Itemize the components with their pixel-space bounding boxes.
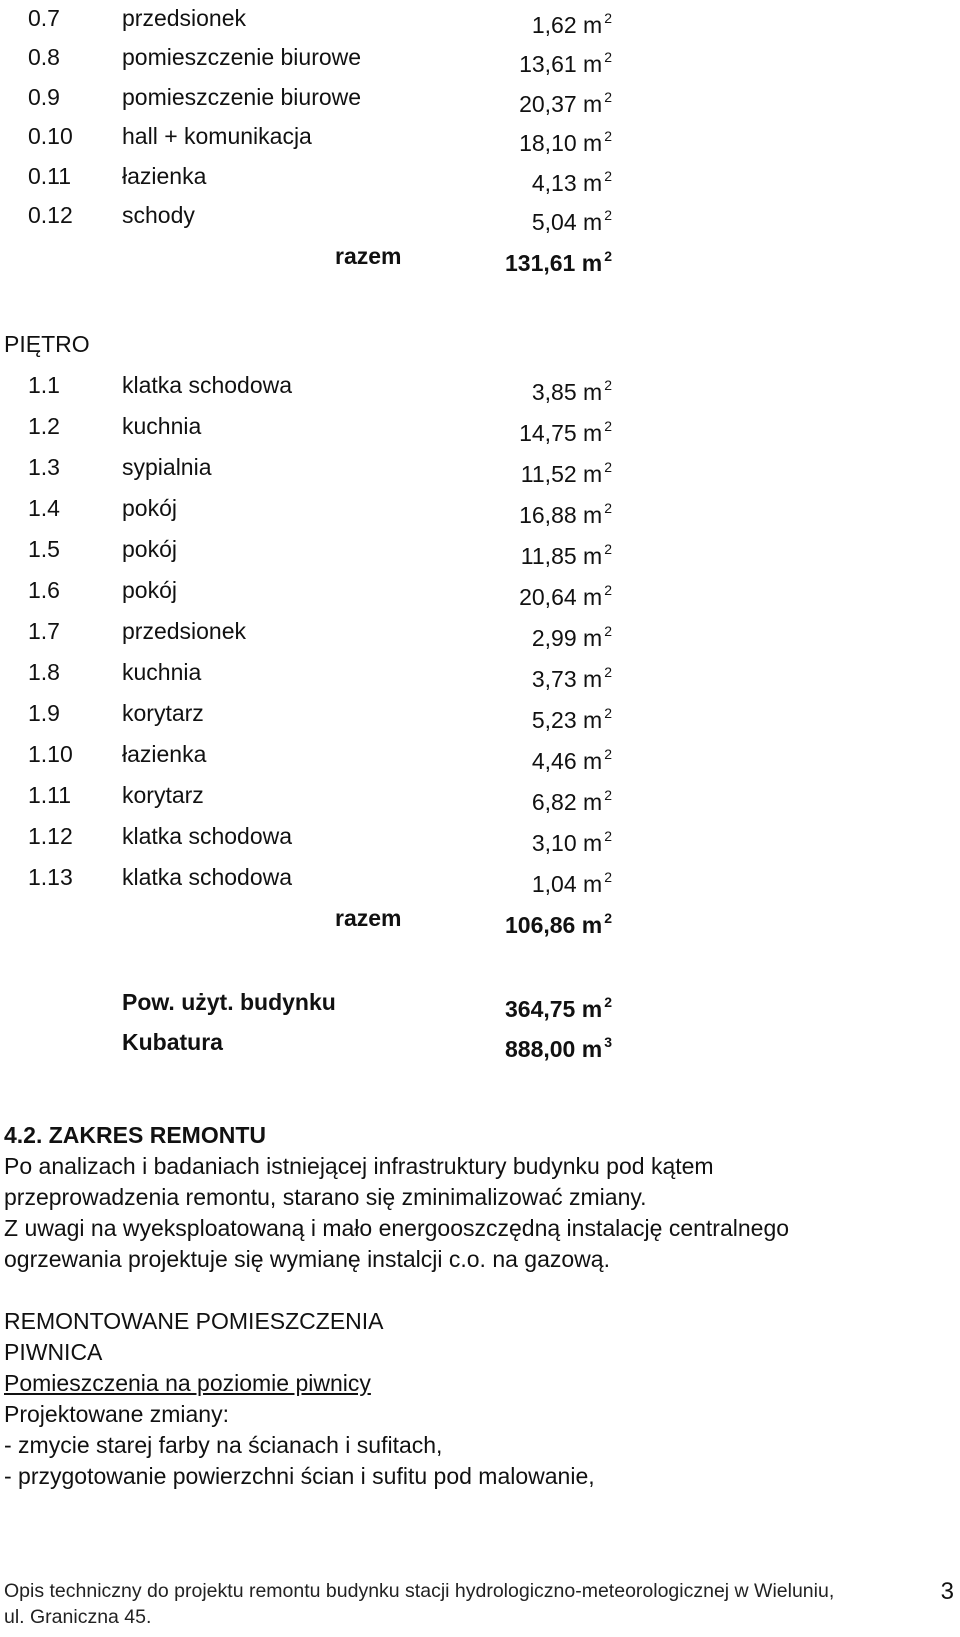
room-name: pokój [122, 536, 177, 562]
table-row [0, 816, 960, 856]
room-area: 11,85 m $^2$ [520, 541, 612, 569]
usable-area-label: Pow. użyt. budynku [122, 989, 336, 1015]
room-area: 11,52 m $^2$ [520, 459, 612, 487]
room-area: 20,64 m $^2$ [519, 582, 612, 610]
table-row [0, 77, 960, 117]
table-row [0, 365, 960, 405]
table-row [0, 447, 960, 487]
room-name: przedsionek [122, 5, 247, 31]
room-number: 1.2 [28, 413, 60, 439]
room-number: 1.4 [28, 495, 60, 521]
room-name: korytarz [122, 700, 204, 726]
change-item: - zmycie starej farby na ścianach i sufitach, [4, 1432, 443, 1458]
room-number: 1.8 [28, 659, 60, 685]
table-row [0, 693, 960, 733]
room-area: 18,10 m $^2$ [519, 128, 612, 156]
room-number: 0.11 [28, 163, 72, 189]
room-number: 1.3 [28, 454, 60, 480]
room-number: 1.9 [28, 700, 60, 726]
room-name: schody [122, 202, 195, 228]
room-number: 0.12 [28, 202, 73, 228]
room-area: 6,82 m $^2$ [531, 787, 612, 815]
room-number: 1.7 [28, 618, 60, 644]
table-row [0, 37, 960, 77]
usable-area-row [0, 982, 960, 1022]
table-row [0, 775, 960, 815]
total-value: 106,86 m $^2$ [505, 910, 612, 938]
room-name: pokój [122, 495, 177, 521]
room-name: sypialnia [122, 454, 212, 480]
paragraph-line: Z uwagi na wyeksploatowaną i mało energooszczędną instalację centralnego [4, 1215, 790, 1241]
room-number: 0.10 [28, 123, 73, 149]
room-name: kuchnia [122, 413, 202, 439]
room-number: 1.5 [28, 536, 60, 562]
usable-area-value: 364,75 m $^2$ [505, 994, 612, 1022]
table-row [0, 529, 960, 569]
upper-floor-total [0, 898, 960, 938]
total-value: 131,61 m $^2$ [505, 248, 612, 276]
paragraph-line: Po analizach i badaniach istniejącej infrastruktury budynku pod kątem [4, 1153, 714, 1179]
table-row [0, 488, 960, 528]
room-number: 1.11 [28, 782, 72, 808]
basement-rooms-title: Pomieszczenia na poziomie piwnicy [4, 1370, 371, 1396]
planned-changes-label: Projektowane zmiany: [4, 1401, 229, 1427]
table-row [0, 857, 960, 897]
room-name: klatka schodowa [122, 864, 293, 890]
total-label: razem [335, 905, 402, 931]
room-name: klatka schodowa [122, 372, 293, 398]
paragraph-line: przeprowadzenia remontu, starano się zminimalizować zmiany. [4, 1184, 647, 1210]
room-area: 3,10 m $^2$ [531, 828, 612, 856]
room-area: 3,73 m $^2$ [531, 664, 612, 692]
room-name: przedsionek [122, 618, 247, 644]
room-number: 1.1 [28, 372, 60, 398]
room-area: 5,04 m $^2$ [531, 207, 612, 235]
volume-value: 888,00 m $^3$ [505, 1034, 612, 1062]
room-area: 1,62 m $^2$ [531, 10, 612, 38]
table-row [0, 0, 960, 38]
table-row [0, 116, 960, 156]
table-row [0, 734, 960, 774]
table-row [0, 195, 960, 235]
room-name: pomieszczenie biurowe [122, 44, 362, 70]
room-area: 1,04 m $^2$ [531, 869, 612, 897]
room-area: 3,85 m $^2$ [531, 377, 612, 405]
room-area: 16,88 m $^2$ [519, 500, 612, 528]
volume-row [0, 1022, 960, 1062]
room-area: 14,75 m $^2$ [519, 418, 612, 446]
room-area: 4,46 m $^2$ [531, 746, 612, 774]
room-number: 0.7 [28, 5, 60, 31]
table-row [0, 156, 960, 196]
footer-line: Opis techniczny do projektu remontu budynku stacji hydrologiczno-meteorologicznej w Wieluniu, [4, 1580, 835, 1602]
room-name: klatka schodowa [122, 823, 293, 849]
table-row [0, 652, 960, 692]
room-area: 5,23 m $^2$ [531, 705, 612, 733]
room-number: 1.12 [28, 823, 73, 849]
footer-line: ul. Graniczna 45. [4, 1606, 152, 1628]
volume-label: Kubatura [122, 1029, 223, 1055]
change-item: - przygotowanie powierzchni ścian i sufitu pod malowanie, [4, 1463, 595, 1489]
renovated-rooms-heading: REMONTOWANE POMIESZCZENIA [4, 1308, 384, 1334]
room-number: 1.13 [28, 864, 73, 890]
room-name: łazienka [122, 163, 207, 189]
room-number: 0.8 [28, 44, 60, 70]
room-name: hall + komunikacja [122, 123, 312, 149]
room-number: 0.9 [28, 84, 60, 110]
room-area: 2,99 m $^2$ [531, 623, 612, 651]
total-label: razem [335, 243, 402, 269]
page-footer [4, 1578, 864, 1630]
room-number: 1.10 [28, 741, 73, 767]
room-name: kuchnia [122, 659, 202, 685]
page-number: 3 [940, 1578, 954, 1605]
room-number: 1.6 [28, 577, 60, 603]
room-name: łazienka [122, 741, 207, 767]
basement-heading: PIWNICA [4, 1339, 103, 1365]
room-name: korytarz [122, 782, 204, 808]
room-area: 20,37 m $^2$ [519, 89, 612, 117]
section-heading-upper-floor: PIĘTRO [4, 331, 90, 357]
room-name: pokój [122, 577, 177, 603]
table-row [0, 570, 960, 610]
room-area: 13,61 m $^2$ [519, 49, 612, 77]
room-name: pomieszczenie biurowe [122, 84, 362, 110]
ground-floor-total [0, 236, 960, 276]
table-row [0, 611, 960, 651]
table-row [0, 406, 960, 446]
paragraph-line: ogrzewania projektuje się wymianę instalcji c.o. na gazową. [4, 1246, 610, 1272]
section-heading-renovation-scope: 4.2. ZAKRES REMONTU [4, 1122, 266, 1148]
room-area: 4,13 m $^2$ [531, 168, 612, 196]
